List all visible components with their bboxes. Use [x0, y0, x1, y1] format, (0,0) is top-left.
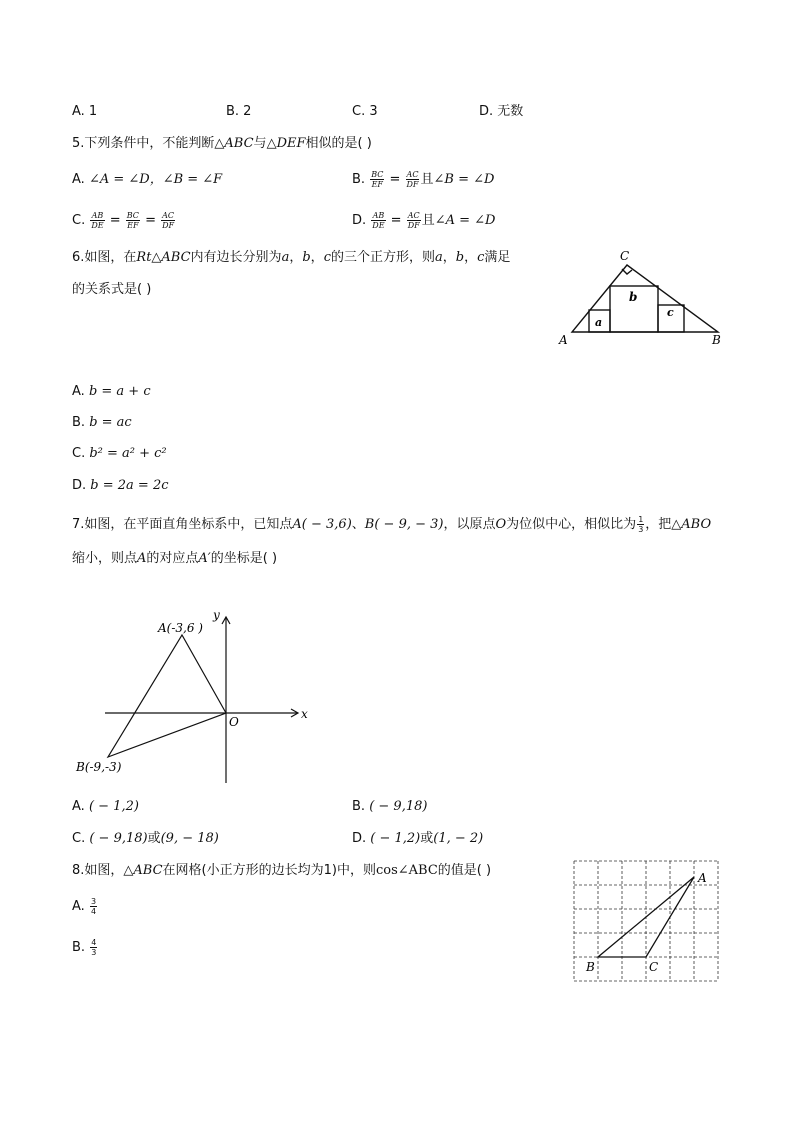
fraction: $\frac{AC}{DF}$	[162, 211, 175, 230]
label-square-c: c	[667, 306, 674, 319]
label-x-axis: x	[301, 707, 308, 721]
q4-option-c: C. 3	[352, 104, 378, 119]
q7-option-c: C. ( − 9,18)或(9, − 18)	[72, 831, 219, 846]
q4-option-d: D. 无数	[479, 104, 524, 119]
q5-option-d: D. $\frac{AB}{DE}$ = $\frac{AC}{DF}$ 且∠A = ∠D	[352, 211, 496, 230]
q4-option-b: B. 2	[226, 104, 252, 119]
label-square-a: a	[595, 316, 603, 329]
q8-grid-figure	[572, 858, 722, 984]
q6-option-a: A. b = a + c	[72, 384, 151, 399]
fraction: $\frac{AB}{DE}$	[372, 211, 385, 230]
q7-option-d: D. ( − 1,2)或(1, − 2)	[352, 831, 484, 846]
grid	[574, 861, 718, 981]
label-c-vertex: C	[620, 249, 630, 263]
q5-option-a: A. ∠A = ∠D，∠B = ∠F	[72, 172, 223, 187]
label-a-vertex: A	[559, 333, 568, 347]
label-point-a: A(-3,6 )	[158, 621, 203, 635]
q6-option-c: C. b² = a² + c²	[72, 446, 167, 461]
fraction: $\frac{1}{3}$	[638, 515, 644, 534]
label-point-b: B	[586, 960, 595, 974]
q6-option-b: B. b = ac	[72, 415, 132, 430]
q7-coordinate-figure	[70, 605, 320, 790]
label-y-axis: y	[213, 608, 220, 622]
fraction: $\frac{BC}{EF}$	[371, 170, 384, 189]
q7-stem-line1: 7.如图，在平面直角坐标系中，已知点A( − 3,6)、B( − 9, − 3)，以原点O为位似中心，相似比为 $\frac{1}{3}$ ，把△ABO	[72, 515, 712, 534]
fraction: $\frac{4}{3}$	[91, 938, 97, 957]
label-point-b: B(-9,-3)	[76, 760, 122, 774]
fraction: $\frac{3}{4}$	[90, 897, 97, 916]
q7-stem-line2: 缩小，则点A的对应点A′的坐标是( )	[72, 551, 278, 566]
q4-option-a: A. 1	[72, 104, 98, 119]
q8-option-b: B. $\frac{4}{3}$	[72, 938, 97, 957]
q6-stem-line1: 6.如图，在Rt△ABC内有边长分别为a，b，c的三个正方形，则a，b，c满足	[72, 250, 511, 265]
q6-triangle-figure	[556, 244, 726, 348]
fraction: $\frac{BC}{EF}$	[126, 211, 139, 230]
q5-option-c: C. $\frac{AB}{DE}$ = $\frac{BC}{EF}$ = $\frac{AC}{DF}$	[72, 211, 175, 230]
label-b-vertex: B	[712, 333, 721, 347]
q5-stem: 5.下列条件中，不能判断△ABC与△DEF相似的是( )	[72, 136, 372, 151]
label-point-a: A	[698, 871, 707, 885]
label-origin: O	[229, 715, 239, 729]
right-angle-mark	[622, 269, 632, 274]
q7-option-b: B. ( − 9,18)	[352, 799, 428, 814]
triangle-abo	[108, 635, 226, 757]
label-square-b: b	[629, 290, 638, 304]
q6-option-d: D. b = 2a = 2c	[72, 478, 169, 493]
label-point-c: C	[649, 960, 659, 974]
fraction: $\frac{AB}{DE}$	[91, 211, 104, 230]
q7-option-a: A. ( − 1,2)	[72, 799, 139, 814]
q8-option-a: A. $\frac{3}{4}$	[72, 897, 97, 916]
fraction: $\frac{AC}{DF}$	[406, 170, 419, 189]
q8-stem: 8.如图，△ABC在网格(小正方形的边长均为1)中，则cos∠ABC的值是( )	[72, 863, 492, 878]
q6-stem-line2: 的关系式是( )	[72, 282, 152, 297]
triangle-abc	[572, 265, 718, 332]
fraction: $\frac{AC}{DF}$	[407, 211, 420, 230]
q5-option-b: B. $\frac{BC}{EF}$ = $\frac{AC}{DF}$ 且∠B = ∠D	[352, 170, 495, 189]
